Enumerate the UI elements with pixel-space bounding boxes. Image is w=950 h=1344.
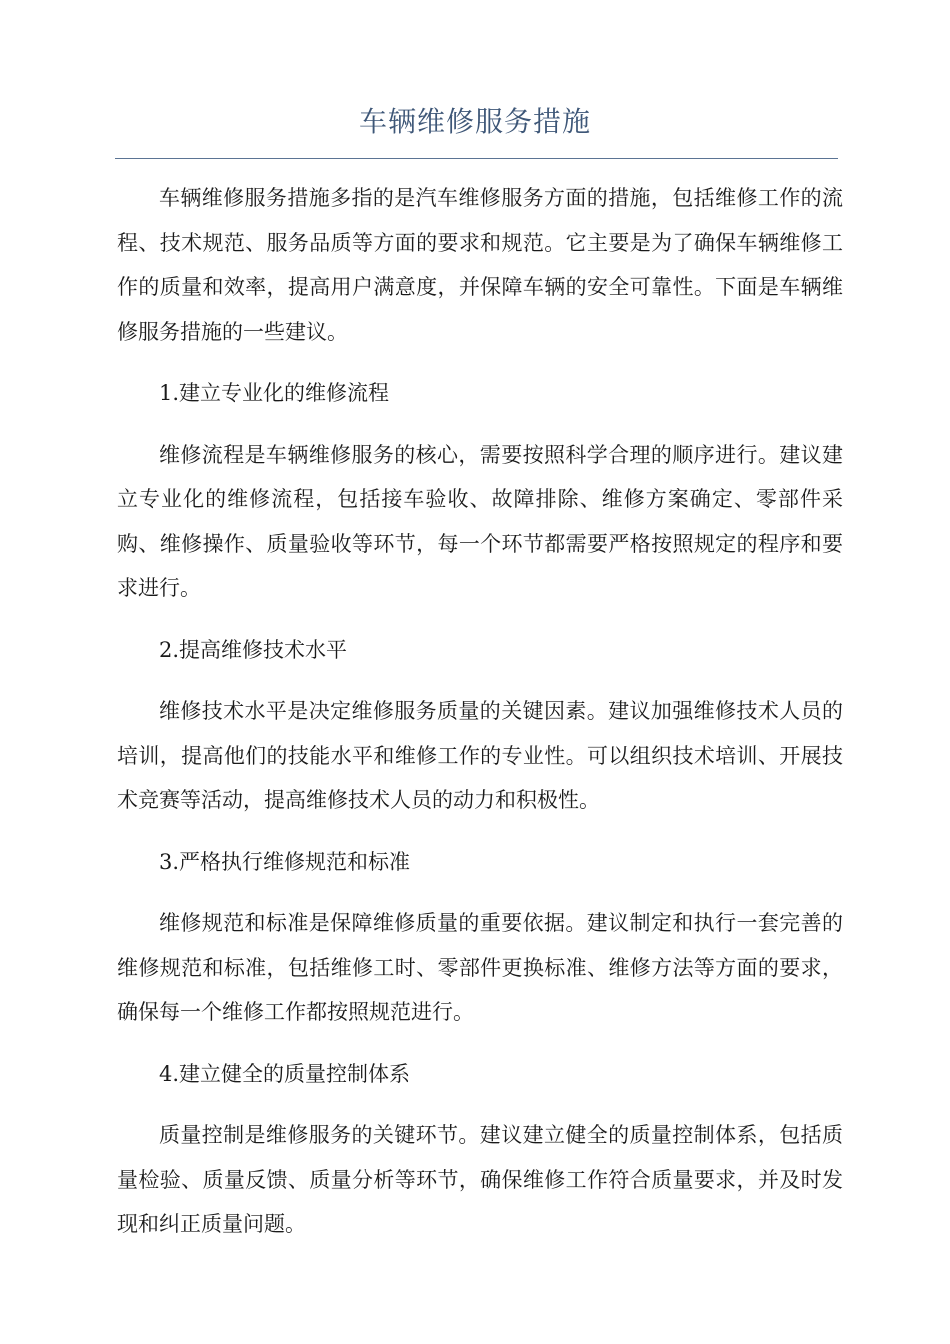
- section-paragraph-3: 维修规范和标准是保障维修质量的重要依据。建议制定和执行一套完善的维修规范和标准，包括维修工时、零部件更换标准、维修方法等方面的要求，确保每一个维修工作都按照规范进行。: [117, 911, 843, 1024]
- section-heading-3: 3.严格执行维修规范和标准: [159, 849, 411, 874]
- title-divider: [115, 158, 838, 159]
- document-title: 车辆维修服务措施: [358, 105, 591, 138]
- section-paragraph-4: 质量控制是维修服务的关键环节。建议建立健全的质量控制体系，包括质量检验、质量反馈、质量分析等环节，确保维修工作符合质量要求，并及时发现和纠正质量问题。: [117, 1123, 843, 1236]
- section-heading-4: 4.建立健全的质量控制体系: [159, 1061, 411, 1086]
- intro-paragraph: 车辆维修服务措施多指的是汽车维修服务方面的措施，包括维修工作的流程、技术规范、服务品质等方面的要求和规范。它主要是为了确保车辆维修工作的质量和效率，提高用户满意度，并保障车辆的安全可靠性。下面是车辆维修服务措施的一些建议。: [117, 186, 843, 344]
- section-paragraph-1: 维修流程是车辆维修服务的核心，需要按照科学合理的顺序进行。建议建立专业化的维修流程，包括接车验收、故障排除、维修方案确定、零部件采购、维修操作、质量验收等环节，每一个环节都需要严格按照规定的程序和要求进行。: [117, 442, 843, 600]
- section-heading-1: 1.建立专业化的维修流程: [159, 381, 390, 405]
- section-heading-2: 2.提高维修技术水平: [159, 637, 348, 662]
- section-paragraph-2: 维修技术水平是决定维修服务质量的关键因素。建议加强维修技术人员的培训，提高他们的技能水平和维修工作的专业性。可以组织技术培训、开展技术竞赛等活动，提高维修技术人员的动力和积极性。: [117, 699, 843, 812]
- document-body: [117, 176, 843, 1264]
